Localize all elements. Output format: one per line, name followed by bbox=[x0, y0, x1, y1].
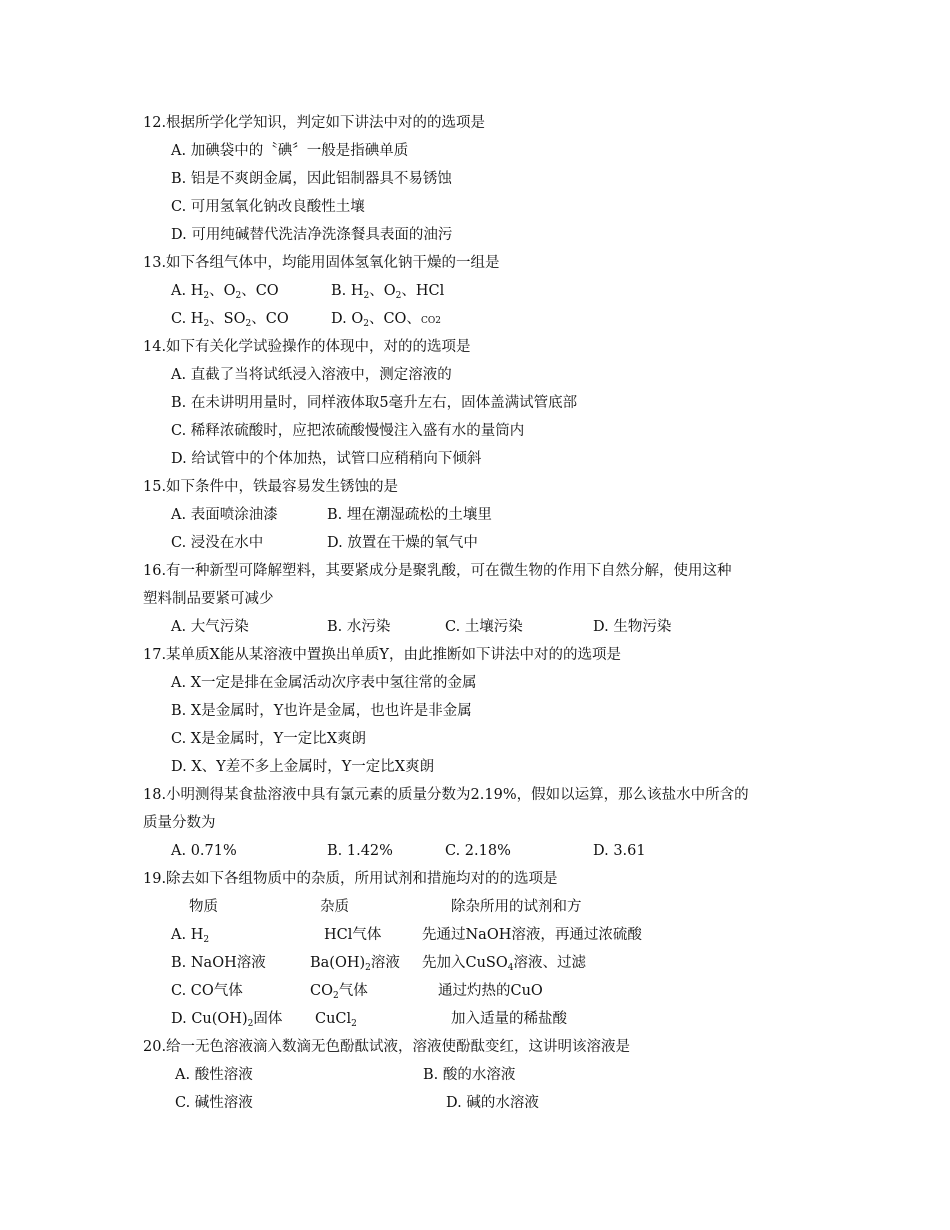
question-16-stem-line1: 16.有一种新型可降解塑料，其要紧成分是聚乳酸，可在微生物的作用下自然分解，使用这种 bbox=[143, 563, 732, 579]
question-16-option-d: D. 生物污染 bbox=[593, 619, 672, 635]
question-16-option-a: A. 大气污染 bbox=[171, 619, 249, 635]
table-header-impurity: 杂质 bbox=[320, 899, 349, 915]
question-12-option-a: A. 加碘袋中的〝碘〞一般是指碘单质 bbox=[171, 143, 409, 159]
question-14-option-d: D. 给试管中的个体加热，试管口应稍稍向下倾斜 bbox=[171, 451, 482, 467]
question-15-option-a: A. 表面喷涂油漆 bbox=[171, 507, 278, 523]
question-12-option-d: D. 可用纯碱替代洗洁净洗涤餐具表面的油污 bbox=[171, 227, 453, 243]
question-19-stem: 19.除去如下各组物质中的杂质，所用试剂和措施均对的的选项是 bbox=[143, 871, 558, 887]
question-19-row-a-impurity: HCl气体 bbox=[324, 927, 382, 943]
question-14-option-a: A. 直截了当将试纸浸入溶液中，测定溶液的 bbox=[171, 367, 452, 383]
question-20-option-c: C. 碱性溶液 bbox=[175, 1095, 253, 1111]
question-19-row-b-impurity: $Ba(OH)_2$溶液 bbox=[310, 955, 400, 973]
question-19-row-b-method: 先加入CuSO$_4$溶液、过滤 bbox=[422, 955, 586, 973]
question-17-option-d: D. X、Y差不多上金属时，Y一定比X爽朗 bbox=[171, 759, 435, 775]
question-17-option-a: A. X一定是排在金属活动次序表中氢往常的金属 bbox=[171, 675, 477, 691]
question-15-option-b: B. 埋在潮湿疏松的土壤里 bbox=[327, 507, 492, 523]
question-20-option-b: B. 酸的水溶液 bbox=[423, 1067, 516, 1083]
question-13-stem: 13.如下各组气体中，均能用固体氢氧化钠干燥的一组是 bbox=[143, 255, 500, 271]
question-17-option-c: C. X是金属时，Y一定比X爽朗 bbox=[171, 731, 367, 747]
question-17-option-b: B. X是金属时，Y也许是金属，也也许是非金属 bbox=[171, 703, 472, 719]
question-20-option-d: D. 碱的水溶液 bbox=[446, 1095, 539, 1111]
question-18-stem-line1: 18.小明测得某食盐溶液中具有氯元素的质量分数为2.19%，假如以运算，那么该盐水中所含的 bbox=[143, 787, 749, 803]
question-19-row-d-substance: D. $Cu(OH)_2$固体 bbox=[171, 1011, 283, 1029]
question-19-row-d-impurity: CuCl$_2$ bbox=[315, 1011, 357, 1029]
question-12-option-c: C. 可用氢氧化钠改良酸性土壤 bbox=[171, 199, 365, 215]
question-17-stem: 17.某单质X能从某溶液中置换出单质Y，由此推断如下讲法中对的的选项是 bbox=[143, 647, 621, 663]
question-12-option-b: B. 铝是不爽朗金属，因此铝制器具不易锈蚀 bbox=[171, 171, 452, 187]
question-18-option-d: D. 3.61 bbox=[593, 843, 646, 859]
table-header-method: 除杂所用的试剂和方 bbox=[451, 899, 582, 915]
question-20-option-a: A. 酸性溶液 bbox=[175, 1067, 253, 1083]
question-13-option-d: D. $O_2$、CO、CO2 bbox=[331, 311, 441, 329]
question-20-stem: 20.给一无色溶液滴入数滴无色酚酞试液，溶液使酚酞变红，这讲明该溶液是 bbox=[143, 1039, 631, 1055]
question-19-row-b-substance: B. NaOH溶液 bbox=[171, 955, 266, 971]
question-18-option-a: A. 0.71% bbox=[171, 843, 237, 859]
table-header-substance: 物质 bbox=[189, 899, 218, 915]
question-18-option-b: B. 1.42% bbox=[327, 843, 393, 859]
question-13-option-b: B. $H_2$、$O_2$、HCl bbox=[331, 283, 445, 301]
question-15-option-c: C. 浸没在水中 bbox=[171, 535, 264, 551]
question-14-stem: 14.如下有关化学试验操作的体现中，对的的选项是 bbox=[143, 339, 471, 355]
question-16-option-c: C. 土壤污染 bbox=[445, 619, 523, 635]
question-16-stem-line2: 塑料制品要紧可减少 bbox=[143, 591, 274, 607]
question-19-row-c-impurity: $CO_2$气体 bbox=[310, 983, 368, 1001]
question-18-option-c: C. 2.18% bbox=[445, 843, 511, 859]
question-19-row-d-method: 加入适量的稀盐酸 bbox=[451, 1011, 567, 1027]
question-12-stem: 12.根据所学化学知识，判定如下讲法中对的的选项是 bbox=[143, 115, 486, 131]
question-19-row-c-substance: C. CO气体 bbox=[171, 983, 243, 999]
question-19-row-c-method: 通过灼热的CuO bbox=[438, 983, 543, 999]
question-14-option-c: C. 稀释浓硫酸时，应把浓硫酸慢慢注入盛有水的量筒内 bbox=[171, 423, 525, 439]
question-14-option-b: B. 在未讲明用量时，同样液体取5毫升左右，固体盖满试管底部 bbox=[171, 395, 578, 411]
question-19-row-a-substance: A. $H_2$ bbox=[171, 927, 210, 945]
question-13-option-a: A. $H_2$、$O_2$、CO bbox=[171, 283, 279, 301]
question-15-option-d: D. 放置在干燥的氧气中 bbox=[327, 535, 478, 551]
question-15-stem: 15.如下条件中，铁最容易发生锈蚀的是 bbox=[143, 479, 399, 495]
question-19-row-a-method: 先通过NaOH溶液，再通过浓硫酸 bbox=[422, 927, 642, 943]
question-18-stem-line2: 质量分数为 bbox=[143, 815, 216, 831]
question-13-option-c: C. $H_2$、$SO_2$、CO bbox=[171, 311, 289, 329]
question-16-option-b: B. 水污染 bbox=[327, 619, 391, 635]
